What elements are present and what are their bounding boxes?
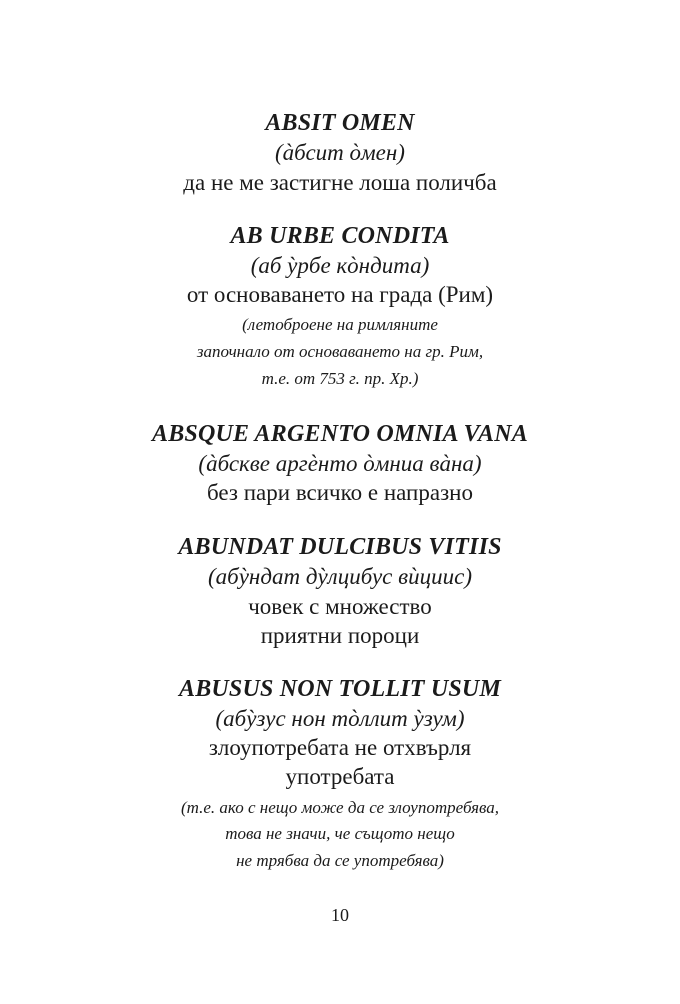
entry-1-pronunciation: (àбсит òмен) <box>275 140 405 165</box>
entry-2-note-line-2: започнало от основаването на гр. Рим, <box>196 342 484 361</box>
entry-3-term: ABSQUE ARGENTO OMNIA VANA <box>152 421 528 447</box>
entry-2-note-line-1: (летоброене на римляните <box>242 315 438 334</box>
entry-5-meaning-line-2: употребата <box>285 764 395 789</box>
entry-3-pronunciation: (àбскве аргèнто òмниа вàна) <box>198 451 482 476</box>
entry-2-note-line-3: т.е. от 753 г. пр. Хр.) <box>261 369 419 388</box>
entry-5-term: ABUSUS NON TOLLIT USUM <box>178 676 501 702</box>
entry-5-note-line-3: не трябва да се употребява) <box>236 851 444 870</box>
entry-5-note-line-2: това не значи, че същото нещо <box>225 824 455 843</box>
entry-1-term: ABSIT OMEN <box>265 110 415 136</box>
entry-4-meaning-line-1: човек с множество <box>248 594 432 619</box>
entry-3-meaning: без пари всичко е напразно <box>207 480 473 505</box>
entry-5-note-line-1: (т.е. ако с нещо може да се злоупотребява, <box>180 798 499 817</box>
entry-2-meaning: от основаването на града (Рим) <box>186 282 494 307</box>
entry-5-meaning-line-1: злоупотребата не отхвърля <box>208 735 472 760</box>
entry-2-term: AB URBE CONDITA <box>230 223 450 249</box>
entry-2-pronunciation: (аб ỳрбе кòндита) <box>250 253 430 278</box>
entry-4-pronunciation: (абỳндат дỳлцибус вѝциис) <box>208 564 472 589</box>
entry-1-meaning: да не ме застигне лоша поличба <box>183 170 497 195</box>
page-number: 10 <box>331 905 349 925</box>
entry-4-term: ABUNDAT DULCIBUS VITIIS <box>178 534 502 560</box>
entry-4-meaning-line-2: приятни пороци <box>260 623 420 648</box>
entry-5-pronunciation: (абỳзус нон тòллит ỳзум) <box>215 706 465 731</box>
